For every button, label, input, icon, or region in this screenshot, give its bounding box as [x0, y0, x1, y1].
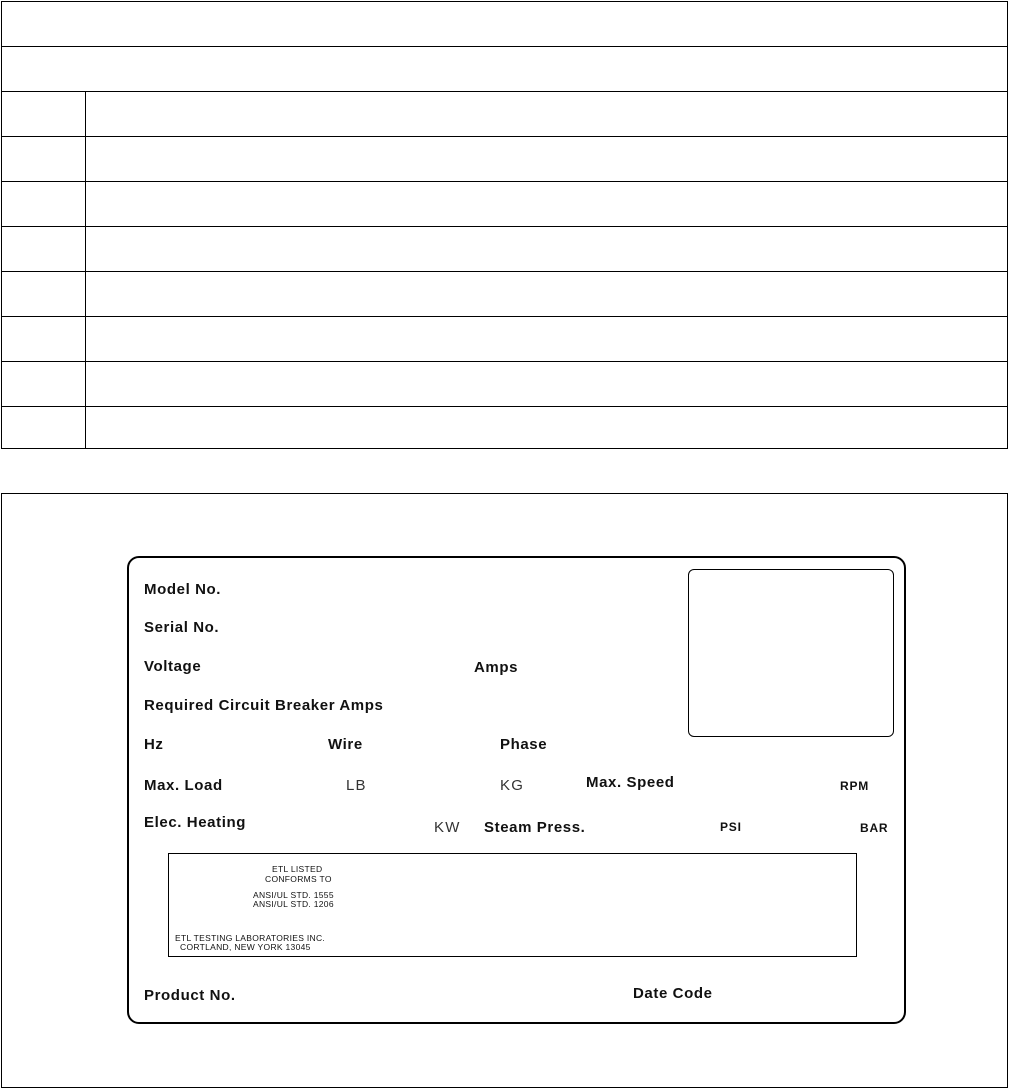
- date-code-label: Date Code: [633, 985, 713, 1002]
- table-row: [2, 136, 1007, 181]
- table-row: [2, 271, 1007, 316]
- lb-unit: LB: [346, 777, 367, 794]
- serial-no-label: Serial No.: [144, 619, 220, 636]
- phase-label: Phase: [500, 736, 548, 753]
- table-row: [2, 406, 1007, 448]
- kw-unit: KW: [434, 819, 461, 836]
- etl-standard-1555: ANSI/UL STD. 1555: [253, 890, 334, 900]
- table-cell: [2, 182, 86, 226]
- record-table: [1, 1, 1008, 449]
- bar-unit: BAR: [860, 821, 889, 835]
- etl-standard-1206: ANSI/UL STD. 1206: [253, 899, 334, 909]
- model-no-label: Model No.: [144, 581, 222, 598]
- etl-lab-address: CORTLAND, NEW YORK 13045: [180, 942, 311, 952]
- table-row: [2, 91, 1007, 136]
- nameplate-photo-box: [688, 569, 894, 737]
- psi-unit: PSI: [720, 820, 742, 834]
- etl-listed-text: ETL LISTED: [272, 864, 323, 874]
- table-row: [2, 2, 1007, 46]
- table-row: [2, 181, 1007, 226]
- table-cell: [2, 362, 86, 406]
- product-no-label: Product No.: [144, 987, 236, 1004]
- wire-label: Wire: [328, 736, 363, 753]
- circuit-breaker-label: Required Circuit Breaker Amps: [144, 697, 384, 714]
- table-cell: [2, 92, 86, 136]
- hz-label: Hz: [144, 736, 164, 753]
- etl-lab-name: ETL TESTING LABORATORIES INC.: [175, 933, 326, 943]
- table-row: [2, 316, 1007, 361]
- max-speed-label: Max. Speed: [586, 774, 675, 791]
- max-load-label: Max. Load: [144, 777, 223, 794]
- table-cell: [2, 272, 86, 316]
- etl-conforms-text: CONFORMS TO: [265, 874, 332, 884]
- table-row: [2, 361, 1007, 406]
- table-cell: [2, 317, 86, 361]
- table-cell: [2, 407, 86, 448]
- table-cell: [2, 227, 86, 271]
- rpm-unit: RPM: [840, 779, 870, 793]
- table-cell: [2, 137, 86, 181]
- elec-heating-label: Elec. Heating: [144, 814, 246, 831]
- table-row: [2, 226, 1007, 271]
- kg-unit: KG: [500, 777, 525, 794]
- voltage-label: Voltage: [144, 658, 202, 675]
- amps-label: Amps: [474, 659, 519, 676]
- table-row: [2, 46, 1007, 91]
- steam-press-label: Steam Press.: [484, 819, 586, 836]
